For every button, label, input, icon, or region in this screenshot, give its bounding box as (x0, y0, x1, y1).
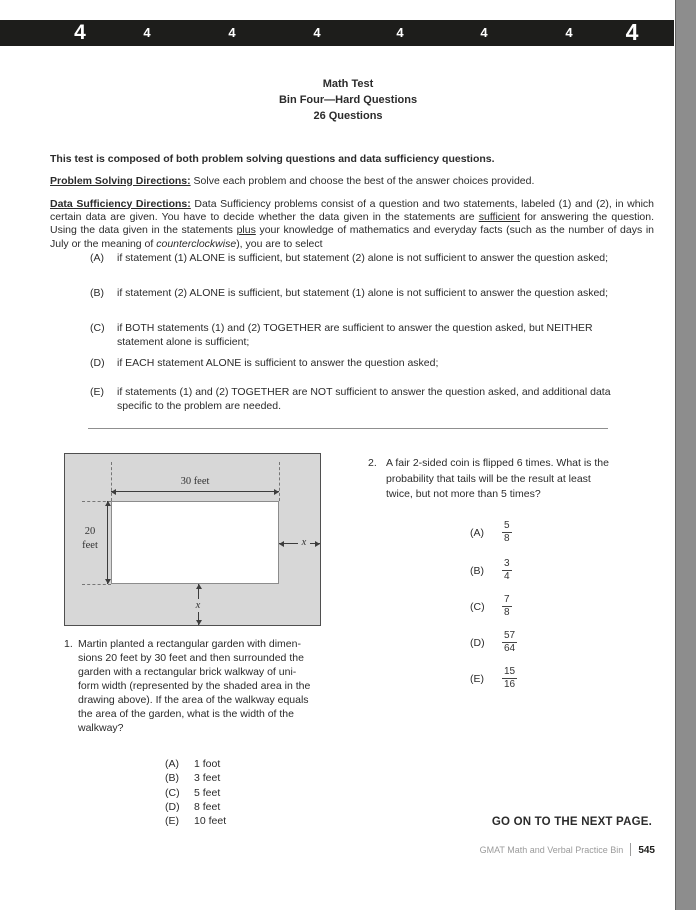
choice-row (470, 666, 517, 691)
fraction (502, 594, 512, 619)
fraction (502, 558, 512, 583)
test-title (0, 76, 696, 124)
choice-letter: (A) (165, 758, 179, 770)
test-title-line: Math Test (322, 78, 374, 90)
dashed-guide-right (279, 462, 280, 501)
underlined-word: plus (236, 224, 256, 237)
section-number: 4 (143, 25, 151, 41)
answer-code-item (90, 252, 617, 266)
question-2 (368, 456, 609, 503)
test-title-line: 26 Questions (313, 110, 383, 122)
section-number: 4 (74, 21, 86, 45)
choice-text: 1 foot (194, 758, 221, 770)
page-footer (300, 840, 655, 858)
question-text-line: garden with a rectangular brick walkway of uni- (78, 666, 297, 678)
question-text-line: walkway? (78, 722, 124, 734)
walkway-width-label-bottom: x (195, 600, 201, 611)
directions-intro: This test is composed of both problem solving questions and data sufficiency questions. (50, 152, 495, 165)
question-text (386, 456, 609, 503)
arrowhead-left (111, 489, 116, 495)
underlined-word: sufficient (478, 210, 520, 223)
page-edge-strip (675, 0, 696, 910)
choice-row (470, 630, 517, 655)
fraction-numerator: 15 (504, 666, 516, 677)
height-dimension-line: feet (82, 540, 98, 551)
width-dimension-arrow (111, 491, 279, 492)
question-text-line: probability that tails will be the result at least (386, 472, 591, 485)
fraction-numerator: 3 (504, 558, 510, 569)
fraction (502, 520, 512, 545)
walkway-width-arrow-bottom-outer (198, 612, 199, 625)
answer-code-item (90, 322, 617, 349)
walkway-width-arrow-bottom-inner (198, 584, 199, 599)
problem-solving-text: Solve each problem and choose the best of the answer choices provided. (190, 174, 535, 187)
choice-text: if statement (1) ALONE is sufficient, but statement (2) alone is not sufficient to answer the question asked; (117, 252, 609, 264)
data-sufficiency-text: Data Sufficiency problems consist of a question and two statements, labeled (1) and (2), in which certain data are given. You have to decide whether the data given in the statements are (50, 197, 655, 223)
choice-letter: (C) (165, 786, 180, 799)
question-text-line: form width (represented by the shaded area in the (78, 680, 311, 692)
question-1 (64, 637, 310, 735)
fraction-denominator: 16 (504, 679, 516, 690)
choice-letter: (E) (470, 672, 484, 685)
walkway-width-arrow-right-inner (279, 543, 298, 544)
data-sufficiency-text: your knowledge of mathematics and everyday facts (such as the number of days in July or the meaning of (50, 224, 654, 250)
choice-letter: (C) (90, 322, 105, 334)
question-text-line: drawing above). If the area of the walkway equals (78, 694, 309, 706)
choice-letter: (B) (470, 564, 484, 577)
question-text (78, 637, 310, 735)
choice-text: 8 feet (194, 800, 221, 813)
choice-text: if EACH statement ALONE is sufficient to answer the question asked; (117, 357, 439, 369)
choice-row (470, 594, 512, 619)
problem-solving-directions (50, 175, 656, 187)
section-number: 4 (625, 19, 639, 46)
choice-text: if statement (2) ALONE is sufficient, but statement (1) alone is not sufficient to answer the question asked; (117, 287, 609, 299)
choice-letter: (D) (90, 357, 105, 369)
italic-word: counterclockwise (156, 237, 237, 250)
choice-row (470, 558, 512, 583)
fraction-numerator: 5 (504, 520, 510, 531)
choice-row (165, 814, 226, 828)
section-number: 4 (396, 25, 404, 41)
choice-row (165, 771, 226, 785)
height-dimension-line: 20 (84, 526, 96, 537)
height-dimension-arrow (107, 501, 108, 584)
fraction-denominator: 8 (504, 607, 510, 618)
question-text-line: A fair 2-sided coin is flipped 6 times. What is the (386, 457, 609, 469)
dashed-guide-bottom (82, 584, 111, 585)
garden-rect (111, 501, 279, 584)
choice-text: 5 feet (194, 786, 221, 799)
fraction (502, 666, 517, 691)
choice-letter: (B) (165, 772, 179, 785)
choice-letter: (E) (90, 386, 104, 398)
choice-letter: (D) (165, 800, 180, 813)
choice-row (165, 800, 226, 814)
data-sufficiency-label: Data Sufficiency Directions: (50, 197, 191, 210)
problem-solving-label: Problem Solving Directions: (50, 174, 191, 187)
question-text-line: twice, but not more than 5 times? (386, 488, 541, 500)
fraction-denominator: 8 (504, 533, 510, 544)
footer-divider (630, 843, 631, 856)
choice-letter: (A) (470, 526, 484, 539)
choice-text: if BOTH statements (1) and (2) TOGETHER are sufficient to answer the question asked, but NEITHER statement alone is sufficient; (117, 322, 593, 348)
fraction-numerator: 7 (504, 594, 510, 605)
choice-text: 10 feet (194, 815, 227, 828)
answer-code-item (90, 287, 617, 301)
answer-code-item (90, 357, 617, 371)
data-sufficiency-directions (50, 198, 654, 252)
question-number: 2. (368, 457, 377, 469)
choice-letter: (E) (165, 815, 179, 828)
arrowhead-down (196, 620, 202, 625)
choice-letter: (B) (90, 287, 104, 299)
question-1-choices (165, 757, 226, 828)
section-number: 4 (480, 25, 488, 41)
choice-row (165, 757, 226, 771)
height-dimension-label (73, 525, 107, 553)
fraction-denominator: 64 (504, 643, 516, 654)
fraction-denominator: 4 (504, 571, 510, 582)
walkway-width-arrow-right-outer (310, 543, 320, 544)
fraction-numerator: 57 (504, 630, 516, 641)
test-title-line: Bin Four—Hard Questions (278, 94, 418, 106)
choice-letter: (C) (470, 600, 485, 613)
width-dimension-label: 30 feet (180, 476, 210, 487)
answer-code-item (90, 386, 617, 413)
go-on-notice: GO ON TO THE NEXT PAGE. (491, 816, 652, 828)
choice-text: if statements (1) and (2) TOGETHER are NOT sufficient to answer the question asked, and additional data specific to the problem are needed. (117, 386, 611, 412)
choice-row (470, 520, 512, 545)
section-number: 4 (565, 25, 573, 41)
arrowhead-left (279, 541, 284, 547)
section-divider (88, 428, 608, 429)
choice-row (165, 786, 226, 800)
question-number: 1. (64, 638, 73, 650)
choice-letter: (A) (90, 252, 104, 264)
walkway-width-label-right: x (301, 537, 307, 548)
arrowhead-right (315, 541, 320, 547)
arrowhead-up (196, 584, 202, 589)
choice-letter: (D) (470, 636, 485, 649)
question-text-line: sions 20 feet by 30 feet and then surrounded the (78, 652, 304, 664)
data-sufficiency-text: for answering the question. Using the data given in the statements (50, 210, 655, 237)
fraction (502, 630, 517, 655)
question-text-line: the area of the garden, what is the width of the (78, 708, 294, 720)
section-number: 4 (313, 25, 321, 41)
choice-text: 3 feet (194, 772, 221, 785)
arrowhead-right (274, 489, 279, 495)
page-number: 545 (638, 845, 655, 856)
book-title: GMAT Math and Verbal Practice Bin (479, 845, 624, 855)
data-sufficiency-text: ), you are to select (236, 237, 323, 250)
header-bar (0, 20, 674, 46)
garden-walkway-figure (64, 453, 321, 626)
section-number: 4 (228, 25, 236, 41)
question-text-line: Martin planted a rectangular garden with dimen- (78, 638, 301, 650)
